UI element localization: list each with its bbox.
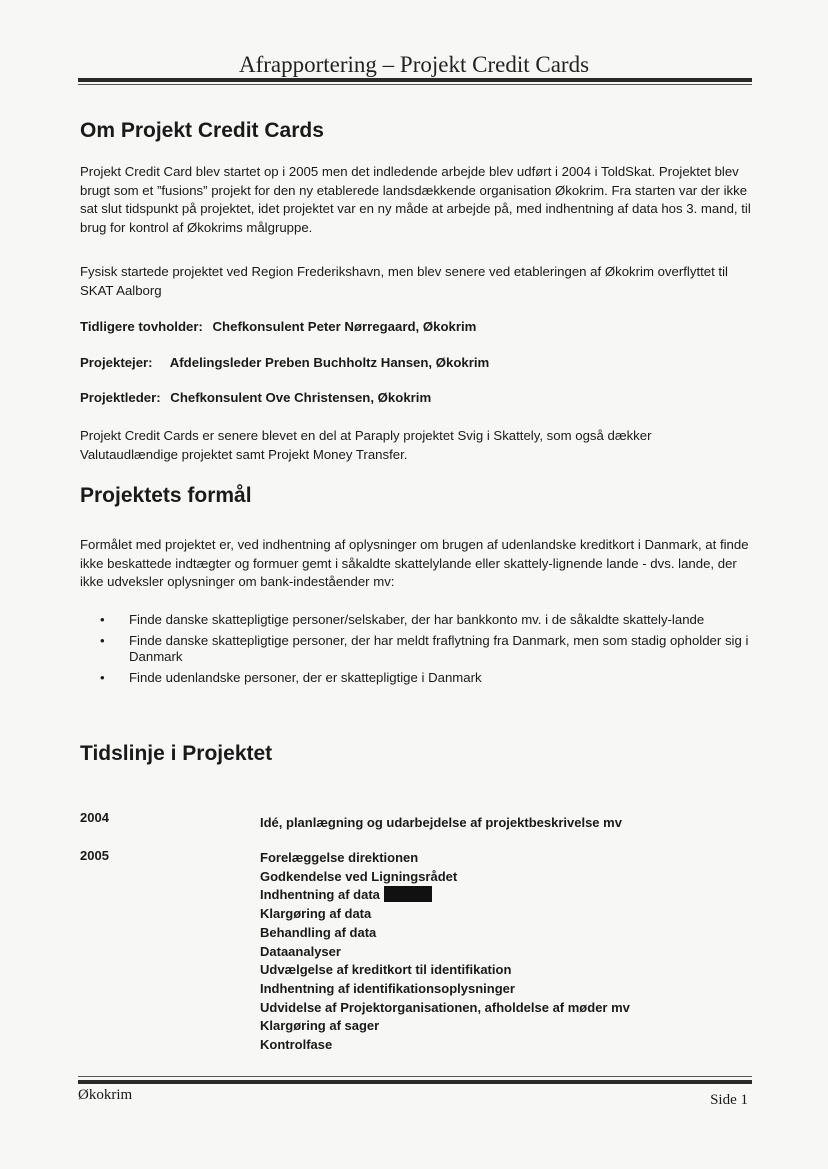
- section-heading-om-projekt: Om Projekt Credit Cards: [80, 119, 324, 142]
- timeline-item: Kontrolfase: [260, 1037, 333, 1053]
- timeline-item: Klargøring af data: [260, 906, 372, 922]
- timeline-item: Udvidelse af Projektorganisationen, afholdelse af møder mv: [260, 999, 630, 1015]
- page-header-title: Afrapportering – Projekt Credit Cards: [238, 52, 590, 77]
- timeline-item: Udvælgelse af kreditkort til identifikation: [260, 962, 512, 978]
- location-paragraph: Fysisk startede projektet ved Region Frederikshavn, men blev senere ved etableringen af Økokrim overflyttet til SKAT Aalborg: [80, 264, 728, 298]
- timeline-item: [260, 886, 630, 905]
- timeline-item-text: Indhentning af data: [260, 887, 380, 903]
- section-heading-formaal: Projektets formål: [80, 484, 252, 507]
- list-item: [100, 633, 752, 666]
- list-item: [100, 612, 752, 629]
- bullet-dot: •: [100, 612, 105, 627]
- timeline-item: Behandling af data: [260, 924, 377, 940]
- section-heading-tidslinje: Tidslinje i Projektet: [80, 742, 273, 765]
- footer-rule-thin: [78, 1076, 752, 1077]
- bullet-dot: •: [100, 632, 105, 648]
- role-value: Chefkonsulent Ove Christensen, Økokrim: [170, 390, 432, 405]
- paraply-paragraph: Projekt Credit Cards er senere blevet en del at Paraply projektet Svig i Skattely, som også dækker Valutaudlændige projektet samt Projekt Money Transfer.: [80, 428, 652, 462]
- footer-rule: [78, 1080, 752, 1084]
- purpose-paragraph: Formålet med projektet er, ved indhentning af oplysninger om brugen af udenlandske kreditkort i Danmark, at finde ikke beskattede indtægter og formuer gemt i såkaldte skattelylande eller skattely-lignende lande - dvs. lande, der ikke udveksler oplysninger om bank-indeståender mv:: [80, 537, 749, 589]
- role-key: Tidligere tovholder:: [80, 319, 203, 334]
- timeline-year-2005: 2005: [80, 848, 109, 863]
- role-value: Afdelingsleder Preben Buchholtz Hansen, Økokrim: [169, 355, 490, 370]
- timeline-year-2004: 2004: [80, 810, 109, 825]
- list-item-text: Finde udenlandske personer, der er skattepligtige i Danmark: [129, 669, 482, 685]
- timeline-item: Klargøring af sager: [260, 1018, 380, 1034]
- timeline-item: Godkendelse ved Ligningsrådet: [260, 868, 458, 884]
- list-item-text: Finde danske skattepligtige personer/selskaber, der har bankkonto mv. i de såkaldte skattely-lande: [129, 612, 705, 627]
- bullet-dot: •: [100, 669, 105, 685]
- role-value: Chefkonsulent Peter Nørregaard, Økokrim: [212, 319, 477, 334]
- intro-paragraph: Projekt Credit Card blev startet op i 2005 men det indledende arbejde blev udført i 2004 i ToldSkat. Projektet blev brugt som et ”fusions” projekt for den ny etablerede landsdækkende organisation Økokrim. Fra starten var der ikke sat slut tidspunkt på projektet, idet projektet var en ny måde at arbejde på, med indhentning af data hos 3. mand, til brug for kontrol af Økokrims målgruppe.: [80, 164, 751, 235]
- role-key: Projektleder:: [80, 390, 161, 405]
- header-rule: [78, 78, 752, 82]
- header-rule-thin: [78, 84, 752, 85]
- page-number: Side 1: [710, 1092, 748, 1108]
- role-key: Projektejer:: [80, 355, 153, 370]
- role-projektejer: [80, 355, 489, 370]
- timeline-items-2004: [260, 814, 622, 833]
- timeline-item: Forelæggelse direktionen: [260, 850, 419, 865]
- role-projektleder: [80, 390, 431, 405]
- footer-organisation: Økokrim: [78, 1087, 133, 1103]
- redaction-bar: [384, 886, 432, 902]
- list-item: [100, 670, 752, 687]
- list-item-text: Finde danske skattepligtige personer, der har meldt fraflytning fra Danmark, men som stadig opholder sig i Danmark: [129, 632, 749, 664]
- timeline-item: Indhentning af identifikationsoplysninger: [260, 980, 515, 996]
- timeline-item: Idé, planlægning og udarbejdelse af projektbeskrivelse mv: [260, 815, 622, 830]
- purpose-bullet-list: [100, 612, 752, 690]
- timeline-item: Dataanalyser: [260, 943, 341, 959]
- role-tidligere-tovholder: [80, 319, 476, 334]
- timeline-items-2005: [260, 849, 630, 1055]
